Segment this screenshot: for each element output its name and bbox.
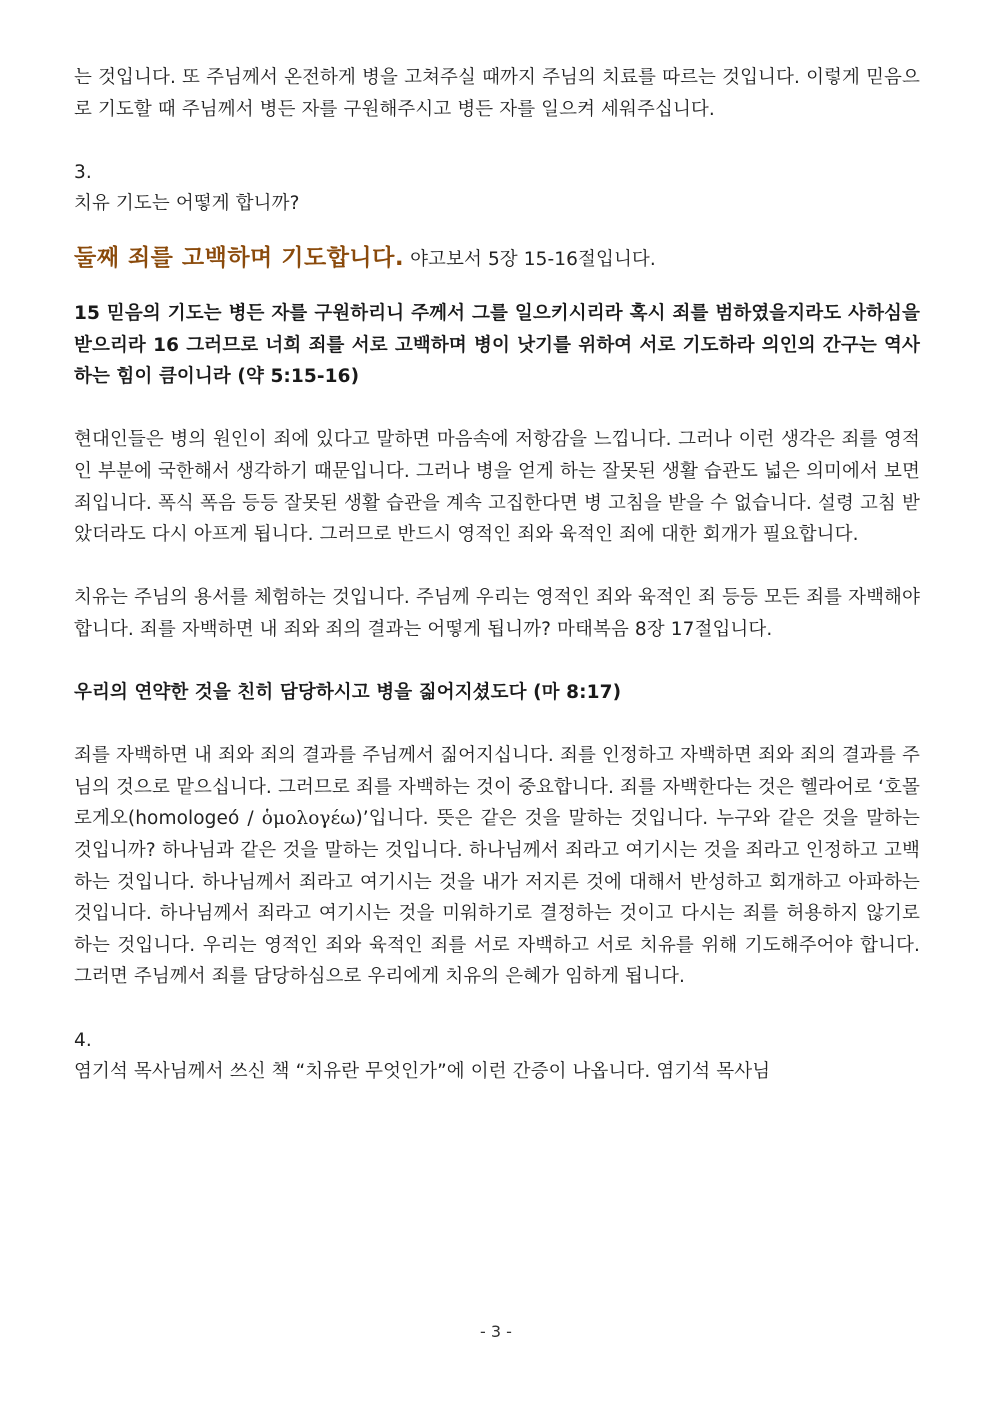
paragraph-confession	[74, 740, 920, 993]
paragraph-testimony: 염기석 목사님께서 쓰신 책 “치유란 무엇인가”에 이런 간증이 나옵니다. 염기석 목사님	[74, 1061, 771, 1083]
section-heading: 둘째 죄를 고백하며 기도합니다.	[74, 244, 405, 271]
section-number-3: 3.	[74, 161, 92, 183]
scripture-verse-james: 15 믿음의 기도는 병든 자를 구원하리니 주께서 그를 일으키시리라 혹시 죄를 범하였을지라도 사하심을 받으리라 16 그러므로 너희 죄를 서로 고백하며 병이 낫기를 위하여 서로 기도하라 의인의 간구는 역사하는 힘이 큼이니라 (약 5:15-16)	[74, 302, 920, 388]
section-question: 치유 기도는 어떻게 합니까?	[74, 193, 300, 215]
document-page	[74, 62, 920, 1088]
scripture-verse-matthew: 우리의 연약한 것을 친히 담당하시고 병을 짊어지셨도다 (마 8:17)	[74, 682, 622, 704]
heading-line	[74, 238, 920, 280]
confession-text-part2: )’입니다. 뜻은 같은 것을 말하는 것입니다. 누구와 같은 것을 말하는 것입니까? 하나님과 같은 것을 말하는 것입니다. 하나님께서 죄라고 여기시는 것을 죄라고 인정하고 고백하는 것입니다. 하나님께서 죄라고 여기시는 것을 내가 저지른 것에 대해서 반성하고 회개하고 아파하는 것입니다. 하나님께서 죄라고 여기시는 것을 미워하기로 결정하는 것이고 다시는 죄를 허용하지 않기로 하는 것입니다. 우리는 영적인 죄와 육적인 죄를 서로 자백하고 서로 치유를 위해 기도해주어야 합니다. 그러면 주님께서 죄를 담당하심으로 우리에게 치유의 은혜가 임하게 됩니다.	[74, 808, 920, 988]
paragraph-continuation: 는 것입니다. 또 주님께서 온전하게 병을 고쳐주실 때까지 주님의 치료를 따르는 것입니다. 이렇게 믿음으로 기도할 때 주님께서 병든 자를 구원해주시고 병든 자를 일으켜 세워주십니다.	[74, 67, 920, 120]
paragraph-modern-people: 현대인들은 병의 원인이 죄에 있다고 말하면 마음속에 저항감을 느낍니다. 그러나 이런 생각은 죄를 영적인 부분에 국한해서 생각하기 때문입니다. 그러나 병을 얻게 하는 잘못된 생활 습관도 넓은 의미에서 보면 죄입니다. 폭식 폭음 등등 잘못된 생활 습관을 계속 고집한다면 병 고침을 받을 수 없습니다. 설령 고침 받았더라도 다시 아프게 됩니다. 그러므로 반드시 영적인 죄와 육적인 죄에 대한 회개가 필요합니다.	[74, 429, 920, 546]
heading-reference: 야고보서 5장 15-16절입니다.	[404, 248, 656, 270]
page-number: - 3 -	[480, 1322, 512, 1341]
confession-text-part1: 죄를 자백하면 내 죄와 죄의 결과를 주님께서 짊어지십니다. 죄를 인정하고 자백하면 죄와 죄의 결과를 주님의 것으로 맡으십니다. 그러므로 죄를 자백하는 것이 중요합니다. 죄를 자백한다는 것은 헬라어로 ‘호몰로게오(homologeó /	[74, 745, 920, 830]
greek-word: ὁμολογέω	[261, 808, 356, 830]
section-number-4: 4.	[74, 1029, 92, 1051]
paragraph-forgiveness: 치유는 주님의 용서를 체험하는 것입니다. 주님께 우리는 영적인 죄와 육적인 죄 등등 모든 죄를 자백해야 합니다. 죄를 자백하면 내 죄와 죄의 결과는 어떻게 됩니까? 마태복음 8장 17절입니다.	[74, 587, 920, 640]
